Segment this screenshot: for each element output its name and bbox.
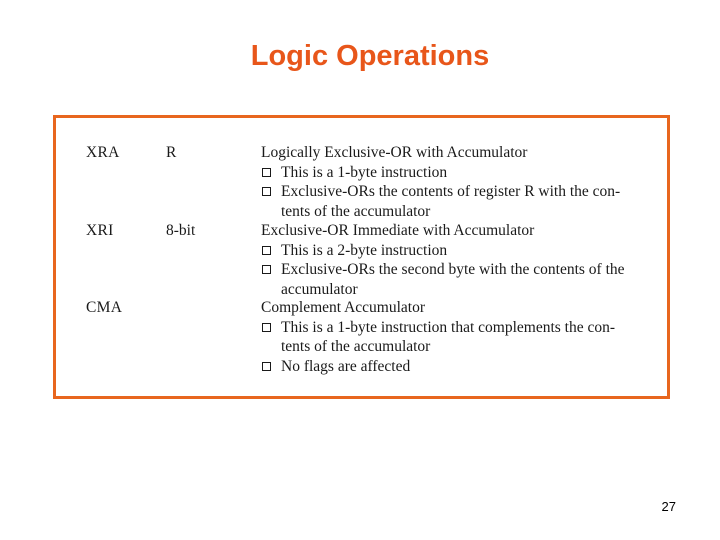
bullet-text: Exclusive-ORs the second byte with the contents of the accumulator	[281, 261, 625, 298]
checkbox-bullet-icon	[262, 362, 271, 371]
instruction-title: Logically Exclusive-OR with Accumulator	[261, 144, 528, 161]
bullet-text: This is a 2-byte instruction	[281, 241, 448, 259]
instruction-title: Complement Accumulator	[261, 299, 426, 316]
bullet-text: This is a 1-byte instruction	[281, 163, 448, 181]
checkbox-bullet-icon	[262, 246, 271, 255]
checkbox-bullet-icon	[262, 265, 271, 274]
instruction-title: Exclusive-OR Immediate with Accumulator	[261, 222, 535, 239]
bullet-item	[261, 357, 651, 377]
instruction-mnemonic: XRI	[86, 222, 114, 239]
instruction-table	[53, 115, 670, 399]
instruction-operand: R	[166, 144, 177, 161]
checkbox-bullet-icon	[262, 168, 271, 177]
bullet-item	[261, 163, 651, 183]
bullet-item	[261, 182, 651, 221]
bullet-text: Exclusive-ORs the contents of register R with the con- tents of the accumulator	[281, 183, 621, 220]
bullet-item	[261, 241, 651, 261]
checkbox-bullet-icon	[262, 323, 271, 332]
instruction-description	[261, 143, 651, 221]
checkbox-bullet-icon	[262, 187, 271, 196]
bullet-item	[261, 318, 651, 357]
instruction-mnemonic: XRA	[86, 144, 120, 161]
instruction-mnemonic: CMA	[86, 299, 123, 316]
slide-title: Logic Operations	[250, 40, 490, 72]
instruction-description	[261, 221, 651, 299]
page-number: 27	[661, 499, 676, 514]
bullet-text: No flags are affected	[281, 357, 411, 375]
bullet-text: This is a 1-byte instruction that complements the con- tents of the accumulator	[281, 318, 616, 355]
bullet-item	[261, 260, 651, 299]
instruction-operand: 8-bit	[166, 222, 196, 239]
instruction-description	[261, 298, 651, 376]
